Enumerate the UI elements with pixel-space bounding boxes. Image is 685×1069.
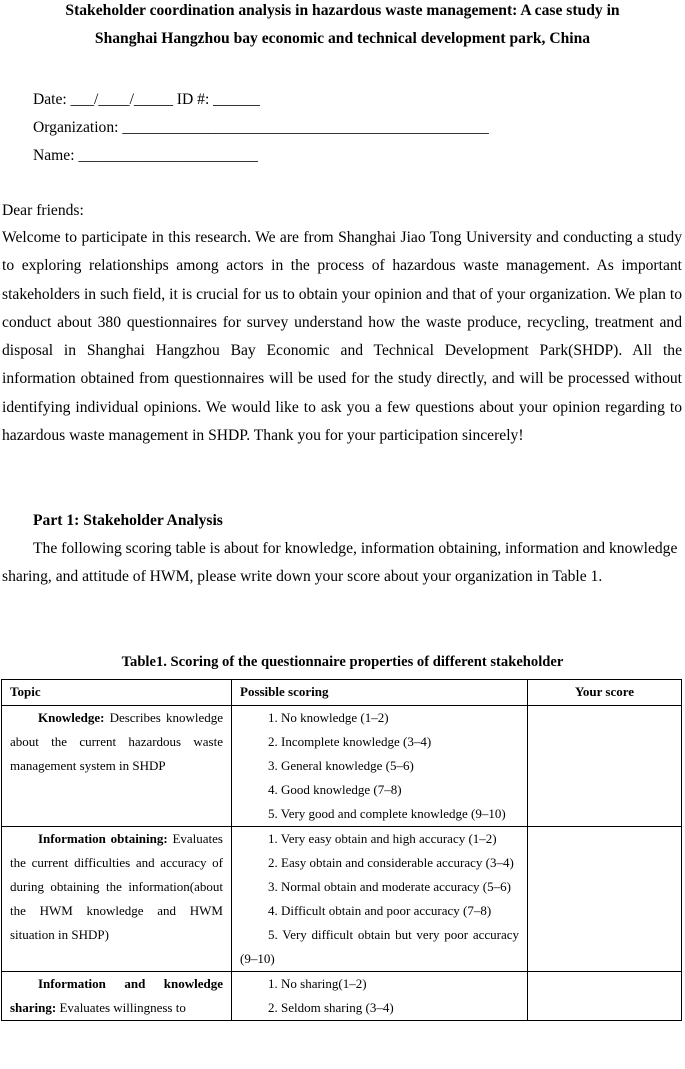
topic-name: Information obtaining: <box>38 831 168 846</box>
table-row <box>2 827 682 972</box>
scoring-option: 3. General knowledge (5–6) <box>268 758 414 773</box>
topic-description: Describes knowledge about the current hazardous waste management system in SHDP <box>10 710 223 773</box>
scoring-option: 1. Very easy obtain and high accuracy (1–2) <box>268 831 497 846</box>
scoring-option: 5. Very difficult obtain but very poor accuracy (9–10) <box>240 927 519 966</box>
scoring-options-cell <box>232 972 528 1021</box>
topic-cell <box>2 972 232 1021</box>
scoring-option: 1. No sharing(1–2) <box>268 976 367 991</box>
scoring-option: 2. Easy obtain and considerable accuracy (3–4) <box>268 855 514 870</box>
scoring-options-cell <box>232 827 528 972</box>
your-score-cell[interactable] <box>528 972 682 1021</box>
header-topic: Topic <box>2 680 232 706</box>
topic-name: Knowledge: <box>38 710 105 725</box>
topic-name: Information and knowledge sharing: <box>10 976 223 1015</box>
scoring-option: 4. Difficult obtain and poor accuracy (7–8) <box>268 903 492 918</box>
your-score-cell[interactable] <box>528 706 682 827</box>
respondent-form <box>33 86 489 170</box>
date-id-field[interactable]: Date: ___/____/_____ ID #: ______ <box>33 91 260 108</box>
topic-description: Evaluates willingness to <box>56 1000 186 1015</box>
topic-text <box>10 706 223 778</box>
your-score-cell[interactable] <box>528 827 682 972</box>
scoring-option: 1. No knowledge (1–2) <box>268 710 389 725</box>
topic-text <box>10 972 223 1020</box>
letter-greeting: Dear friends: <box>2 202 84 219</box>
table-caption: Table1. Scoring of the questionnaire properties of different stakeholder <box>121 654 564 670</box>
header-your-score: Your score <box>528 680 682 706</box>
header-possible-scoring: Possible scoring <box>232 680 528 706</box>
table-row <box>2 972 682 1021</box>
document-title <box>0 0 685 53</box>
scoring-option: 4. Good knowledge (7–8) <box>268 782 402 797</box>
scoring-option: 2. Incomplete knowledge (3–4) <box>268 734 432 749</box>
part1-heading: Part 1: Stakeholder Analysis <box>33 512 223 529</box>
scoring-option: 5. Very good and complete knowledge (9–10) <box>268 806 506 821</box>
table-row <box>2 706 682 827</box>
scoring-option: 2. Seldom sharing (3–4) <box>268 1000 394 1015</box>
scoring-table <box>1 679 682 1021</box>
title-line-1: Stakeholder coordination analysis in hazardous waste management: A case study in <box>65 2 620 19</box>
scoring-options-cell <box>232 706 528 827</box>
scoring-option: 3. Normal obtain and moderate accuracy (5–6) <box>268 879 511 894</box>
organization-field[interactable]: Organization: _______________________________________________ <box>33 119 489 136</box>
topic-text <box>10 827 223 947</box>
table-header-row <box>2 680 682 706</box>
part1-description: The following scoring table is about for knowledge, information obtaining, information and knowledge sharing, and attitude of HWM, please write down your score about your organization in Table 1. <box>2 540 678 586</box>
topic-description: Evaluates the current difficulties and accuracy of during obtaining the information(about the HWM knowledge and HWM situation in SHDP) <box>10 831 223 942</box>
name-field[interactable]: Name: _______________________ <box>33 147 258 164</box>
topic-cell <box>2 827 232 972</box>
letter-body: Welcome to participate in this research. We are from Shanghai Jiao Tong University and conducting a study to exploring relationships among actors in the process of hazardous waste management. As important stakeholders in such field, it is crucial for us to obtain your opinion and that of your organization. We plan to conduct about 380 questionnaires for survey understand how the waste produce, recycling, treatment and disposal in Shanghai Hangzhou Bay Economic and Technical Development Park(SHDP). All the information obtained from questionnaires will be used for the study directly, and will be processed without identifying individual opinions. We would like to ask you a few questions about your opinion regarding to hazardous waste management in SHDP. Thank you for your participation sincerely! <box>2 229 682 445</box>
topic-cell <box>2 706 232 827</box>
title-line-2: Shanghai Hangzhou bay economic and technical development park, China <box>94 30 591 47</box>
